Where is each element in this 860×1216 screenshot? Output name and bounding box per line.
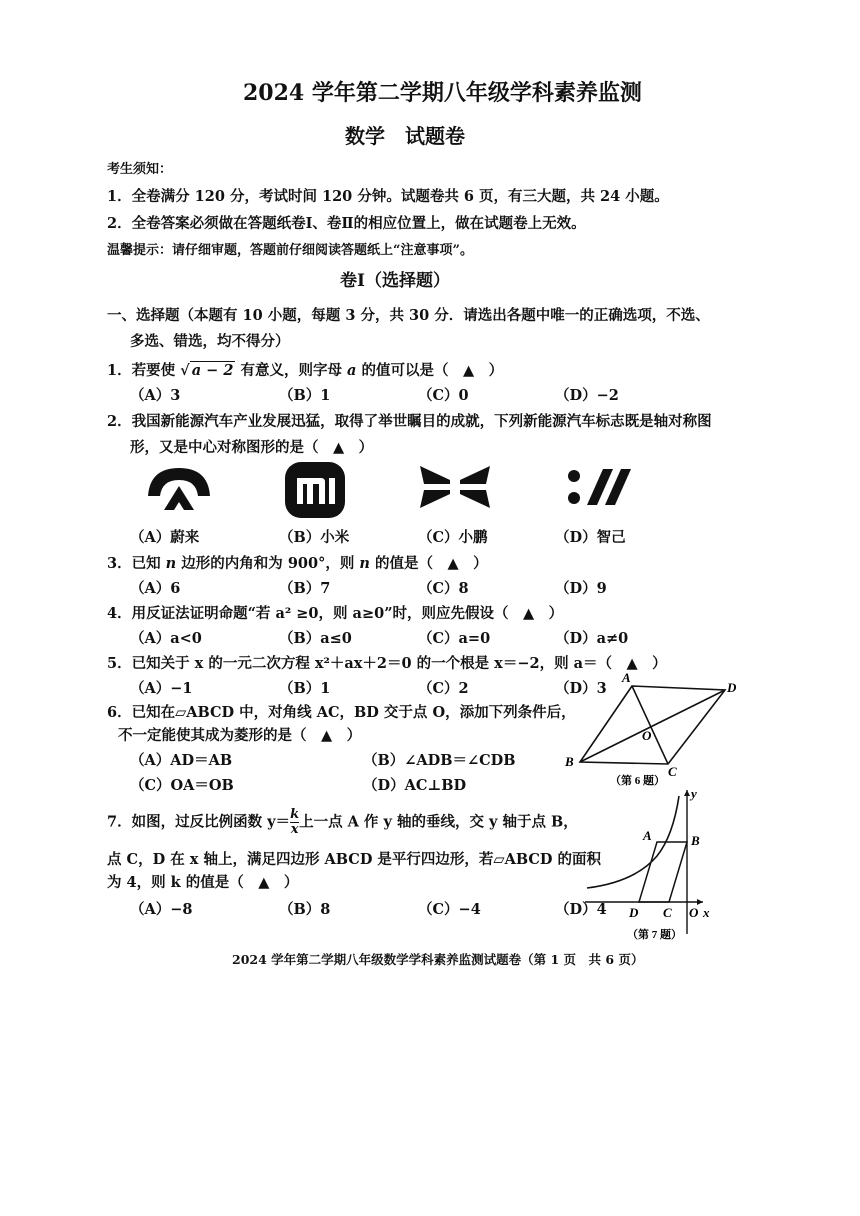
notice-tip: 温馨提示：请仔细审题，答题前仔细阅读答题纸上“注意事项”。 xyxy=(107,243,473,258)
fig6-label-d: D xyxy=(727,680,737,695)
fig7-label-d: D xyxy=(629,905,639,920)
question-6-line2: 不一定能使其成为菱形的是（ ▲ ） xyxy=(118,727,362,744)
q6-option-a: （A）AD＝AB xyxy=(130,752,233,769)
radical-symbol: √ xyxy=(180,362,190,379)
question-7-line2: 点 C，D 在 x 轴上，满足四边形 ABCD 是平行四边形，若▱ABCD 的面积 xyxy=(107,851,602,868)
q7-fraction xyxy=(290,808,299,837)
q7-post: 上一点 A 作 y 轴的垂线，交 y 轴于点 B， xyxy=(299,813,578,831)
fig6-label-o: O xyxy=(642,728,652,743)
fig6-label-a: A xyxy=(622,670,631,685)
q3-option-b: （B）7 xyxy=(279,580,331,597)
fig6-label-b: B xyxy=(565,754,574,769)
page-footer: 2024 学年第二学期八年级数学学科素养监测试题卷（第 1 页 共 6 页） xyxy=(232,952,644,967)
nio-logo-icon xyxy=(142,462,216,516)
question-4: 4．用反证法证明命题“若 a² ≥0，则 a≥0”时，则应先假设（ ▲ ） xyxy=(107,605,564,622)
section-instructions-line2: 多选、错选，均不得分） xyxy=(130,333,290,350)
fig7-label-o: O xyxy=(689,905,699,920)
section-title: 卷Ⅰ（选择题） xyxy=(340,271,450,291)
q6-option-c: （C）OA＝OB xyxy=(130,777,234,794)
q3-option-d: （D）9 xyxy=(555,580,607,597)
q1-option-a: （A）3 xyxy=(130,387,181,404)
hyperbola-figure xyxy=(585,784,715,944)
fig7-label-b: B xyxy=(691,833,700,848)
notice-item-1: 1．全卷满分 120 分，考试时间 120 分钟。试题卷共 6 页，有三大题，共 24 小题。 xyxy=(107,188,669,205)
fig7-label-x: x xyxy=(703,905,710,920)
q4-option-a: （A）a<0 xyxy=(130,630,202,647)
q4-option-b: （B）a≤0 xyxy=(279,630,352,647)
q3-mid: 边形的内角和为 900°，则 xyxy=(181,555,355,572)
notice-item-2: 2．全卷答案必须做在答题纸卷Ⅰ、卷Ⅱ的相应位置上，做在试题卷上无效。 xyxy=(107,215,586,232)
section-instructions-line1: 一、选择题（本题有 10 小题，每题 3 分，共 30 分．请选出各题中唯一的正确选项，不选、 xyxy=(107,307,710,324)
question-1 xyxy=(107,359,503,380)
q3-option-c: （C）8 xyxy=(418,580,469,597)
zhiji-logo-icon xyxy=(565,465,633,509)
q1-radicand: a − 2 xyxy=(191,362,234,379)
q7-option-d: （D）4 xyxy=(555,901,607,918)
page-subtitle: 数学 试题卷 xyxy=(345,124,465,148)
q5-option-c: （C）2 xyxy=(418,680,469,697)
q2-option-b: （B）小米 xyxy=(279,529,350,546)
q1-option-d: （D）−2 xyxy=(555,387,619,404)
q4-option-c: （C）a=0 xyxy=(418,630,491,647)
q7-option-c: （C）−4 xyxy=(418,901,481,918)
q2-option-a: （A）蔚来 xyxy=(130,529,200,546)
q7-frac-den: x xyxy=(290,822,299,837)
q7-prefix: 7．如图，过反比例函数 y＝ xyxy=(107,813,291,831)
q2-option-c: （C）小鹏 xyxy=(418,529,488,546)
q6-option-d: （D）AC⊥BD xyxy=(363,777,467,794)
q3-var: n xyxy=(165,555,177,572)
q5-option-b: （B）1 xyxy=(279,680,331,697)
parallelogram-figure xyxy=(560,668,745,796)
q4-option-d: （D）a≠0 xyxy=(555,630,629,647)
fig7-label-a: A xyxy=(643,828,652,843)
fig7-caption: （第 7 题） xyxy=(627,929,682,941)
q3-post: 的值是（ ▲ ） xyxy=(375,555,488,572)
page-title: 2024 学年第二学期八年级学科素养监测 xyxy=(243,80,642,106)
fig6-label-c: C xyxy=(668,764,677,779)
q5-option-a: （A）−1 xyxy=(130,680,193,697)
question-6-line1: 6．已知在▱ABCD 中，对角线 AC，BD 交于点 O，添加下列条件后， xyxy=(107,704,576,721)
q3-var-2: n xyxy=(359,555,370,572)
q7-option-b: （B）8 xyxy=(279,901,331,918)
q1-post: 有意义，则字母 xyxy=(240,362,342,379)
question-5: 5．已知关于 x 的一元二次方程 x²＋ax＋2＝0 的一个根是 x＝−2，则 a＝（ ▲ ） xyxy=(107,655,667,672)
question-3 xyxy=(107,552,488,573)
question-2-line1: 2．我国新能源汽车产业发展迅猛，取得了举世瞩目的成就，下列新能源汽车标志既是轴对称图 xyxy=(107,413,712,430)
question-7-line1 xyxy=(107,808,578,837)
question-2-line2: 形，又是中心对称图形的是（ ▲ ） xyxy=(130,439,374,456)
fig7-label-c: C xyxy=(663,905,672,920)
fig7-label-y: y xyxy=(691,786,697,801)
q3-prefix: 3．已知 xyxy=(107,555,161,572)
q7-frac-num: k xyxy=(290,807,300,822)
notice-heading: 考生须知： xyxy=(107,162,173,177)
q1-post2: 的值可以是（ ▲ ） xyxy=(361,362,504,379)
xpeng-logo-icon xyxy=(418,464,492,510)
fig6-caption: （第 6 题） xyxy=(610,775,665,787)
q1-var: a xyxy=(347,362,357,379)
q6-option-b: （B）∠ADB＝∠CDB xyxy=(363,752,516,769)
xiaomi-logo-icon xyxy=(283,460,347,520)
q2-option-d: （D）智己 xyxy=(555,529,626,546)
question-7-line3: 为 4，则 k 的值是（ ▲ ） xyxy=(107,874,299,891)
q1-option-b: （B）1 xyxy=(279,387,331,404)
q5-option-d: （D）3 xyxy=(555,680,607,697)
q1-prefix: 1．若要使 xyxy=(107,362,176,379)
q3-option-a: （A）6 xyxy=(130,580,181,597)
q7-option-a: （A）−8 xyxy=(130,901,193,918)
q1-option-c: （C）0 xyxy=(418,387,469,404)
